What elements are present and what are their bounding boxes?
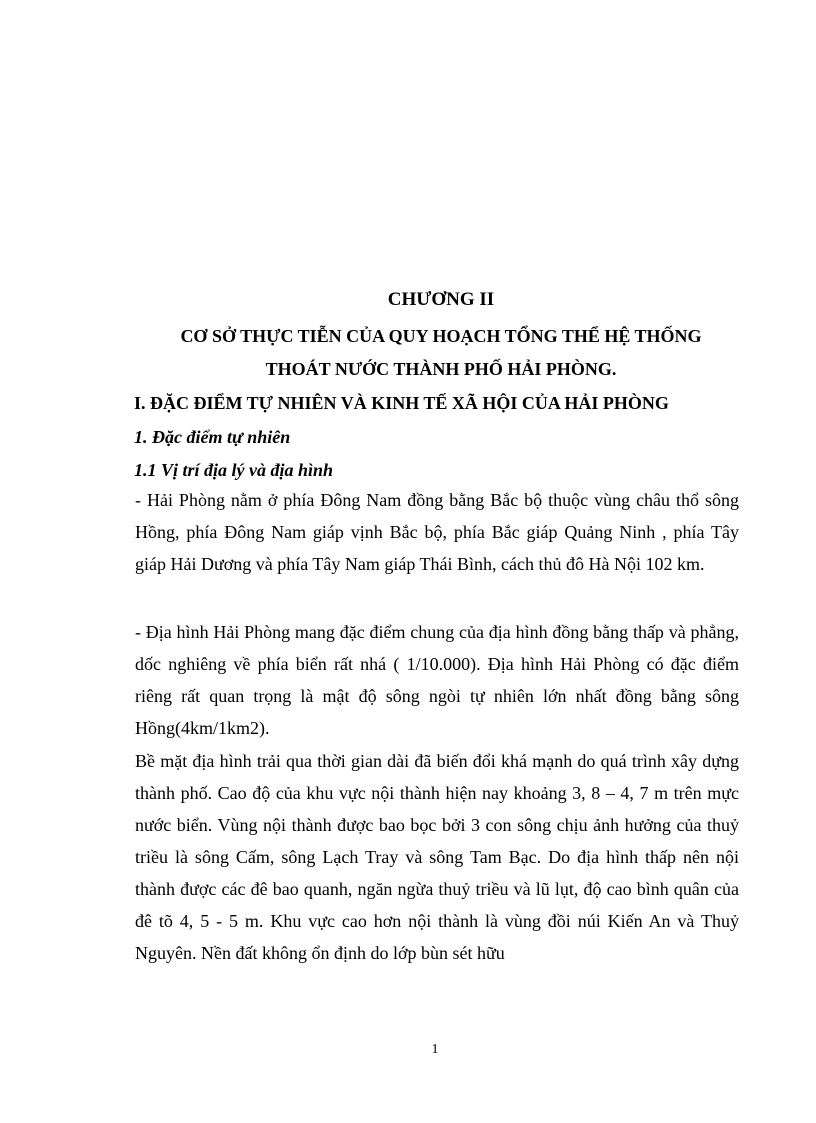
chapter-heading-line-2: THOÁT NƯỚC THÀNH PHỐ HẢI PHÒNG. xyxy=(265,359,617,379)
paragraph-location: - Hải Phòng nằm ở phía Đông Nam đồng bằng Bắc bộ thuộc vùng châu thổ sông Hồng, phía Đông Nam giáp vịnh Bắc bộ, phía Bắc giáp Quảng Ninh , phía Tây giáp Hải Dương và phía Tây Nam giáp Thái Bình, cách thủ đô Hà Nội 102 km. xyxy=(135,490,739,574)
paragraph-surface: Bề mặt địa hình trải qua thời gian dài đã biến đổi khá mạnh do quá trình xây dựng thành phố. Cao độ của khu vực nội thành hiện nay khoảng 3, 8 – 4, 7 m trên mực nước biển. Vùng nội thành được bao bọc bởi 3 con sông chịu ảnh hưởng của thuỷ triều là sông Cấm, sông Lạch Tray và sông Tam Bạc. Do địa hình thấp nên nội thành được các đê bao quanh, ngăn ngừa thuỷ triều và lũ lụt, độ cao bình quân của đê tõ 4, 5 - 5 m. Khu vực cao hơn nội thành là vùng đồi núi Kiến An và Thuỷ Nguyên. Nền đất không ổn định do lớp bùn sét hữu xyxy=(135,751,739,963)
section-heading: I. ĐẶC ĐIỂM TỰ NHIÊN VÀ KINH TẾ XÃ HỘI CỦA HẢI PHÒNG xyxy=(134,393,669,413)
subsection-heading-1-1: 1.1 Vị trí địa lý và địa hình xyxy=(134,460,334,480)
page-number: 1 xyxy=(431,1042,439,1057)
subsection-heading-1: 1. Đặc điểm tự nhiên xyxy=(134,427,291,447)
chapter-heading-line-1: CƠ SỞ THỰC TIỄN CỦA QUY HOẠCH TỔNG THỂ HỆ THỐNG xyxy=(180,326,702,346)
chapter-title: CHƯƠNG II xyxy=(387,289,495,310)
paragraph-terrain: - Địa hình Hải Phòng mang đặc điểm chung của địa hình đồng bằng thấp và phẳng, dốc nghiêng về phía biển rất nhá ( 1/10.000). Địa hình Hải Phòng có đặc điểm riêng rất quan trọng là mật độ sông ngòi tự nhiên lớn nhất đồng bằng sông Hồng(4km/1km2). xyxy=(135,622,739,738)
